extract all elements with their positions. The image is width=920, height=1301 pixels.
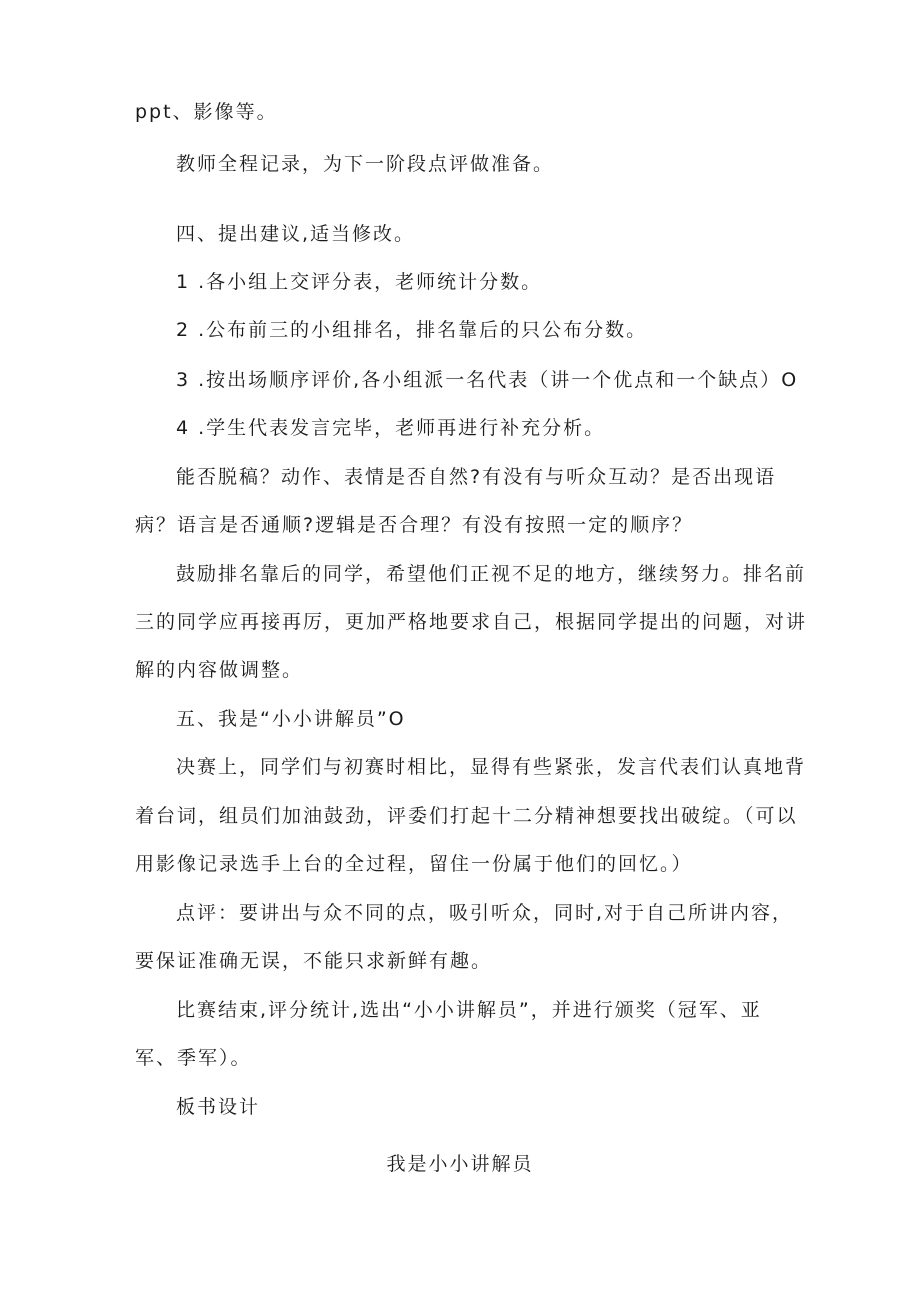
paragraph-line-4: 病？语言是否通顺?逻辑是否合理？有没有按照一定的顺序？ — [135, 514, 694, 536]
list-item-1: 1 .各小组上交评分表，老师统计分数。 — [176, 271, 543, 293]
paragraph-line-3: 能否脱稿？动作、表情是否自然?有没有与听众互动？是否出现语 — [176, 466, 777, 488]
paragraph-line-14: 军、季军）。 — [135, 1047, 252, 1069]
board-design-title: 我是小小讲解员 — [386, 1153, 534, 1175]
paragraph-line-6: 三的同学应再接再厉，更加严格地要求自己，根据同学提出的问题，对讲 — [135, 611, 808, 633]
section-heading-4: 四、提出建议,适当修改。 — [176, 223, 416, 245]
paragraph-line-9: 着台词，组员们加油鼓劲，评委们打起十二分精神想要找出破绽。（可以 — [135, 805, 798, 827]
paragraph-line-8: 决赛上，同学们与初赛时相比，显得有些紧张，发言代表们认真地背 — [176, 756, 807, 778]
list-item-4: 4 .学生代表发言完毕，老师再进行补充分析。 — [176, 417, 606, 439]
section-heading-5: 五、我是“小小讲解员”O — [176, 708, 406, 730]
paragraph-line-2: 教师全程记录，为下一阶段点评做准备。 — [176, 153, 555, 175]
paragraph-line-11: 点评：要讲出与众不同的点，吸引听众，同时,对于自己所讲内容， — [176, 902, 794, 924]
section-heading-board-design: 板书设计 — [176, 1096, 261, 1118]
paragraph-line-12: 要保证准确无误，不能只求新鲜有趣。 — [135, 950, 493, 972]
paragraph-line-7: 解的内容做调整。 — [135, 659, 304, 681]
paragraph-line-5: 鼓励排名靠后的同学，希望他们正视不足的地方，继续努力。排名前 — [176, 563, 807, 585]
paragraph-line-10: 用影像记录选手上台的全过程，留住一份属于他们的回忆。） — [135, 853, 693, 875]
paragraph-line-1: ppt、影像等。 — [135, 101, 278, 123]
list-item-3: 3 .按出场顺序评价,各小组派一名代表（讲一个优点和一个缺点）O — [176, 369, 799, 391]
list-item-2: 2 .公布前三的小组排名，排名靠后的只公布分数。 — [176, 319, 648, 341]
paragraph-line-13: 比赛结束,评分统计,选出“小小讲解员”，并进行颁奖（冠军、亚 — [176, 999, 762, 1021]
